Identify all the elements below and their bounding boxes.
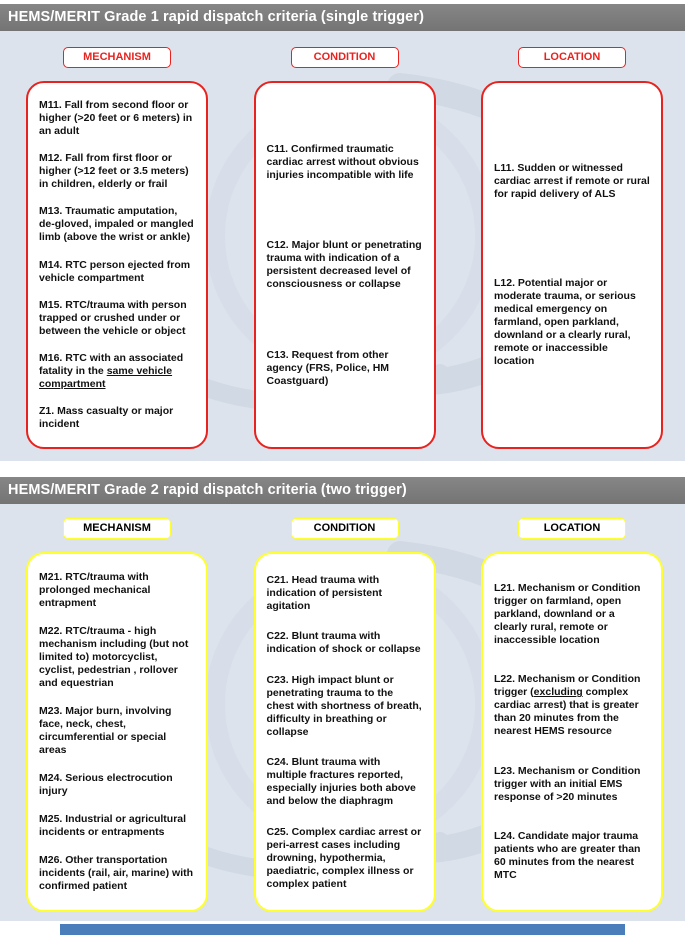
grade2-panel-title: HEMS/MERIT Grade 2 rapid dispatch criteria (two trigger)	[0, 477, 685, 504]
grade1-panel	[0, 4, 685, 461]
criteria-item: L21. Mechanism or Condition trigger on farmland, open parkland, downland or a clearly rural, remote or inaccessible location	[494, 582, 641, 647]
criteria-item: C22. Blunt trauma with indication of shock or collapse	[266, 630, 421, 655]
criteria-box-mechanism	[26, 81, 208, 449]
criteria-item: M14. RTC person ejected from vehicle compartment	[39, 258, 191, 284]
column-condition	[254, 518, 436, 912]
criteria-box-location	[481, 552, 663, 912]
grade2-panel-body	[0, 504, 685, 921]
column-header-mechanism: MECHANISM	[63, 47, 171, 68]
column-mechanism	[26, 518, 208, 912]
text-segment: L22. Mechanism or Condition trigger (	[494, 673, 641, 699]
criteria-item: C12. Major blunt or penetrating trauma with indication of a persistent decreased level of consciousness or collapse	[266, 239, 422, 290]
underlined-text: same vehicle compartment	[39, 364, 173, 390]
criteria-item: M23. Major burn, involving face, neck, chest, circumferential or special areas	[39, 705, 172, 756]
grade1-panel-body	[0, 31, 685, 461]
criteria-item: M12. Fall from first floor or higher (>12 feet or 3.5 meters) in children, elderly or frail	[39, 152, 189, 191]
criteria-item: L24. Candidate major trauma patients who are greater than 60 minutes from the nearest MTC	[494, 829, 641, 881]
criteria-item: C24. Blunt trauma with multiple fractures reported, especially injuries both above and below the diaphragm	[266, 756, 416, 807]
criteria-item: M25. Industrial or agricultural incidents or entrapments	[39, 813, 187, 838]
criteria-box-condition	[254, 81, 436, 449]
grade2-columns	[0, 518, 685, 912]
column-location	[481, 47, 663, 449]
criteria-item: C21. Head trauma with indication of persistent agitation	[266, 573, 383, 612]
text-segment: complex cardiac arrest) that is greater than 20 minutes from the nearest HEMS resource	[494, 686, 639, 738]
criteria-item: M15. RTC/trauma with person trapped or crushed under or between the vehicle or object	[39, 298, 187, 337]
criteria-item: L23. Mechanism or Condition trigger with an initial EMS response of >20 minutes	[494, 764, 641, 803]
criteria-item: L12. Potential major or moderate trauma, or serious medical emergency on farmland, open parkland, downland or a clearly rural, remote or inaccessible location	[494, 277, 636, 368]
criteria-box-condition	[254, 552, 436, 912]
underlined-text: excluding	[533, 686, 583, 699]
criteria-item: M11. Fall from second floor or higher (>20 feet or 6 meters) in an adult	[39, 99, 193, 138]
criteria-item: L11. Sudden or witnessed cardiac arrest if remote or rural for rapid delivery of ALS	[494, 161, 650, 200]
column-location	[481, 518, 663, 912]
grade2-panel	[0, 477, 685, 921]
column-header-condition: CONDITION	[291, 47, 399, 68]
criteria-item	[39, 352, 195, 391]
criteria-item: M24. Serious electrocution injury	[39, 772, 173, 797]
criteria-box-location	[481, 81, 663, 449]
criteria-box-mechanism	[26, 552, 208, 912]
criteria-item: M26. Other transportation incidents (rail, air, marine) with confirmed patient	[39, 854, 194, 892]
criteria-item: M13. Traumatic amputation, de-gloved, impaled or mangled limb (above the wrist or ankle)	[39, 205, 194, 244]
criteria-item	[494, 673, 650, 738]
column-mechanism	[26, 47, 208, 449]
grade1-panel-title: HEMS/MERIT Grade 1 rapid dispatch criteria (single trigger)	[0, 4, 685, 31]
criteria-item: Z1. Mass casualty or major incident	[39, 404, 174, 430]
column-header-mechanism: MECHANISM	[63, 518, 171, 539]
column-header-condition: CONDITION	[291, 518, 399, 539]
criteria-item: C23. High impact blunt or penetrating trauma to the chest with shortness of breath, difficulty in breathing or collapse	[266, 673, 422, 738]
grade1-columns	[0, 47, 685, 449]
criteria-item: M22. RTC/trauma - high mechanism including (but not limited to) motorcyclist, cyclist, pedestrian , rollover and equestrian	[39, 625, 189, 689]
column-header-location: LOCATION	[518, 47, 626, 68]
criteria-item: C13. Request from other agency (FRS, Police, HM Coastguard)	[266, 348, 390, 387]
column-condition	[254, 47, 436, 449]
criteria-item: M21. RTC/trauma with prolonged mechanical entrapment	[39, 571, 151, 609]
column-header-location: LOCATION	[518, 518, 626, 539]
text-segment: M16. RTC with an associated fatality in the	[39, 351, 184, 377]
criteria-item: C11. Confirmed traumatic cardiac arrest without obvious injuries incompatible with life	[266, 142, 419, 181]
criteria-item: C25. Complex cardiac arrest or peri-arrest cases including drowning, hypothermia, paediatric, complex illness or complex patient	[266, 825, 422, 890]
truncated-bottom-bar	[60, 924, 625, 935]
